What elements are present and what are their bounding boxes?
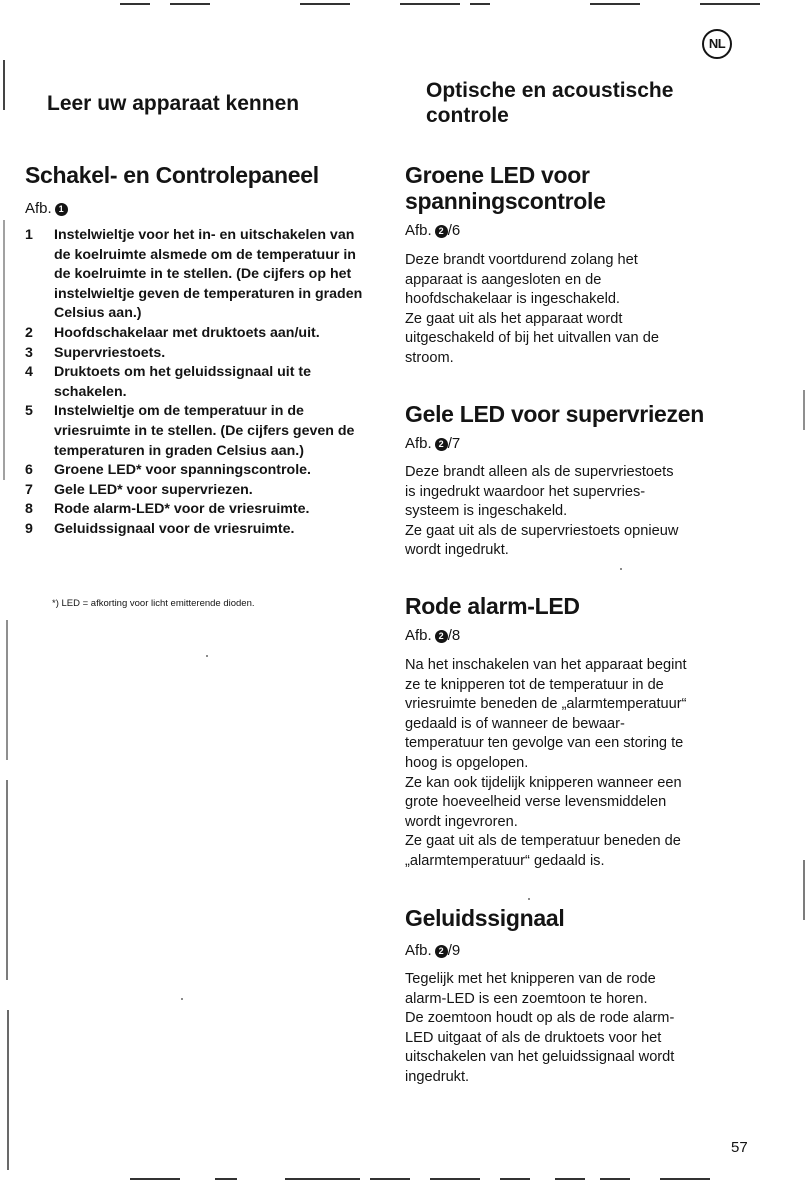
body-line: grote hoeveelheid verse levensmiddelen	[405, 794, 667, 811]
scan-rule	[470, 3, 490, 5]
section-body	[405, 970, 785, 1088]
body-line: Deze brandt voortdurend zolang het	[405, 252, 638, 268]
scan-rule	[700, 3, 760, 5]
figure-reference	[405, 942, 460, 960]
list-item-text: Instelwieltje voor het in- en uitschakelen van de koelruimte alsmede om de temperatuur in de koelruimte in te stellen. (De cijfers op het instelwieltje geven de temperaturen in graden Celsius aan.)	[54, 227, 363, 322]
figure-number-badge: 1	[55, 203, 68, 216]
control-panel-list	[25, 226, 370, 540]
scan-rule	[285, 1178, 360, 1180]
body-line: temperatuur ten gevolge van een storing te	[405, 735, 684, 752]
body-line: apparaat is aangesloten en de	[405, 271, 602, 288]
body-line: alarm-LED is een zoemtoon te horen.	[405, 990, 648, 1007]
figure-number-badge: 2	[435, 945, 448, 958]
scan-rule	[430, 1178, 480, 1180]
scan-rule	[170, 3, 210, 5]
scan-rule	[120, 3, 150, 5]
list-item	[25, 520, 370, 540]
body-line: hoog is opgelopen.	[405, 754, 529, 771]
body-line: LED uitgaat of als de druktoets voor het	[405, 1029, 662, 1046]
scan-margin-mark	[6, 620, 8, 760]
language-badge: NL	[702, 29, 732, 59]
right-intro-title	[426, 78, 673, 128]
list-item-number: 4	[25, 364, 33, 381]
scan-margin-mark	[3, 220, 5, 480]
body-line: Deze brandt alleen als de supervriestoets	[405, 464, 674, 480]
scan-rule	[130, 1178, 180, 1180]
body-line: Ze gaat uit als het apparaat wordt	[405, 310, 623, 327]
body-line: Ze kan ook tijdelijk knipperen wanneer een	[405, 774, 682, 791]
scan-rule	[300, 3, 350, 5]
body-line: vriesruimte beneden de „alarmtemperatuur“	[405, 696, 687, 713]
section-title	[405, 905, 564, 931]
scan-margin-mark	[803, 860, 805, 920]
scan-speck	[206, 655, 208, 657]
list-item	[25, 226, 370, 324]
list-item-number: 5	[25, 403, 33, 420]
figure-prefix: Afb.	[405, 942, 432, 959]
scan-rule	[500, 1178, 530, 1180]
list-item-number: 2	[25, 324, 33, 341]
section-title-line: spanningscontrole	[405, 188, 606, 214]
body-line: wordt ingevroren.	[405, 813, 518, 830]
list-item	[25, 461, 370, 481]
list-item-text: Gele LED* voor supervriezen.	[54, 481, 253, 498]
figure-reference	[25, 200, 68, 218]
footnote: *) LED = afkorting voor licht emitterende dioden.	[52, 598, 255, 609]
scan-speck	[181, 998, 183, 1000]
figure-suffix: /7	[447, 435, 461, 452]
figure-suffix: /6	[447, 222, 461, 239]
list-item-number: 8	[25, 501, 33, 518]
body-line: Ze gaat uit als de supervriestoets opnieuw	[405, 522, 679, 539]
section-title	[405, 401, 704, 427]
intro-title: Leer uw apparaat kennen	[47, 92, 300, 115]
page-number: 57	[731, 1139, 748, 1156]
list-item-number: 3	[25, 344, 33, 361]
section-title-line: Rode alarm-LED	[405, 593, 580, 619]
scan-rule	[400, 3, 460, 5]
body-line: De zoemtoon houdt op als de rode alarm-	[405, 1010, 675, 1027]
figure-prefix: Afb.	[405, 627, 432, 644]
scan-margin-mark	[803, 390, 805, 430]
list-item-number: 1	[25, 227, 33, 243]
body-line: uitschakelen van het geluidssignaal wordt	[405, 1049, 675, 1066]
scan-rule	[600, 1178, 630, 1180]
body-line: uitgeschakeld of bij het uitvallen van de	[405, 330, 659, 347]
body-line: ze te knipperen tot de temperatuur in de	[405, 676, 664, 693]
scan-rule	[660, 1178, 710, 1180]
list-item-number: 9	[25, 520, 33, 537]
list-item	[25, 402, 370, 461]
body-line: „alarmtemperatuur“ gedaald is.	[405, 852, 605, 869]
figure-number-badge: 2	[435, 438, 448, 451]
figure-reference	[405, 627, 460, 645]
scan-margin-mark	[3, 60, 5, 110]
list-item	[25, 363, 370, 402]
section-title	[405, 162, 606, 214]
list-item-text: Geluidssignaal voor de vriesruimte.	[54, 520, 295, 537]
list-item-text: Groene LED* voor spanningscontrole.	[54, 462, 311, 479]
figure-suffix: /8	[447, 627, 461, 644]
section-title: Schakel- en Controlepaneel	[25, 162, 319, 188]
body-line: gedaald is of wanneer de bewaar-	[405, 715, 625, 732]
body-line: Na het inschakelen van het apparaat begint	[405, 657, 687, 673]
list-item-number: 7	[25, 481, 33, 498]
scan-speck	[528, 898, 530, 900]
section-body	[405, 463, 785, 561]
scan-speck	[620, 568, 622, 570]
body-line: stroom.	[405, 349, 454, 366]
body-line: Tegelijk met het knipperen van de rode	[405, 971, 656, 987]
body-line: systeem is ingeschakeld.	[405, 503, 568, 520]
list-item-number: 6	[25, 462, 33, 479]
figure-suffix: /9	[447, 942, 461, 959]
list-item-text: Rode alarm-LED* voor de vriesruimte.	[54, 501, 310, 518]
right-intro-title-line: Optische en acoustische	[426, 79, 674, 102]
scan-rule	[590, 3, 640, 5]
list-item-text: Instelwieltje om de temperatuur in de vriesruimte in te stellen. (De cijfers geven de temperaturen in graden Celsius aan.)	[54, 403, 355, 459]
figure-number-badge: 2	[435, 630, 448, 643]
scan-margin-mark	[6, 780, 8, 980]
section-body	[405, 656, 795, 872]
section-title	[405, 593, 580, 619]
list-item	[25, 481, 370, 501]
scan-rule	[370, 1178, 410, 1180]
list-item	[25, 324, 370, 344]
figure-reference	[405, 222, 460, 240]
body-line: wordt ingedrukt.	[405, 542, 509, 559]
list-item-text: Druktoets om het geluidssignaal uit te schakelen.	[54, 364, 311, 400]
body-line: Ze gaat uit als de temperatuur beneden de	[405, 833, 681, 850]
list-item-text: Supervriestoets.	[54, 344, 166, 361]
scan-margin-mark	[7, 1010, 9, 1170]
section-title-line: Geluidssignaal	[405, 905, 565, 931]
section-body	[405, 251, 785, 369]
figure-number-badge: 2	[435, 225, 448, 238]
body-line: is ingedrukt waardoor het supervries-	[405, 483, 646, 500]
section-title-line: Gele LED voor supervriezen	[405, 401, 704, 427]
list-item-text: Hoofdschakelaar met druktoets aan/uit.	[54, 324, 320, 341]
scan-rule	[555, 1178, 585, 1180]
figure-prefix: Afb.	[25, 200, 52, 217]
figure-prefix: Afb.	[405, 435, 432, 452]
right-intro-title-line: controle	[426, 104, 509, 127]
section-title-line: Groene LED voor	[405, 162, 590, 188]
list-item	[25, 344, 370, 364]
list-item	[25, 500, 370, 520]
scan-rule	[215, 1178, 237, 1180]
body-line: hoofdschakelaar is ingeschakeld.	[405, 291, 620, 308]
figure-prefix: Afb.	[405, 222, 432, 239]
body-line: ingedrukt.	[405, 1068, 470, 1085]
figure-reference	[405, 435, 460, 453]
